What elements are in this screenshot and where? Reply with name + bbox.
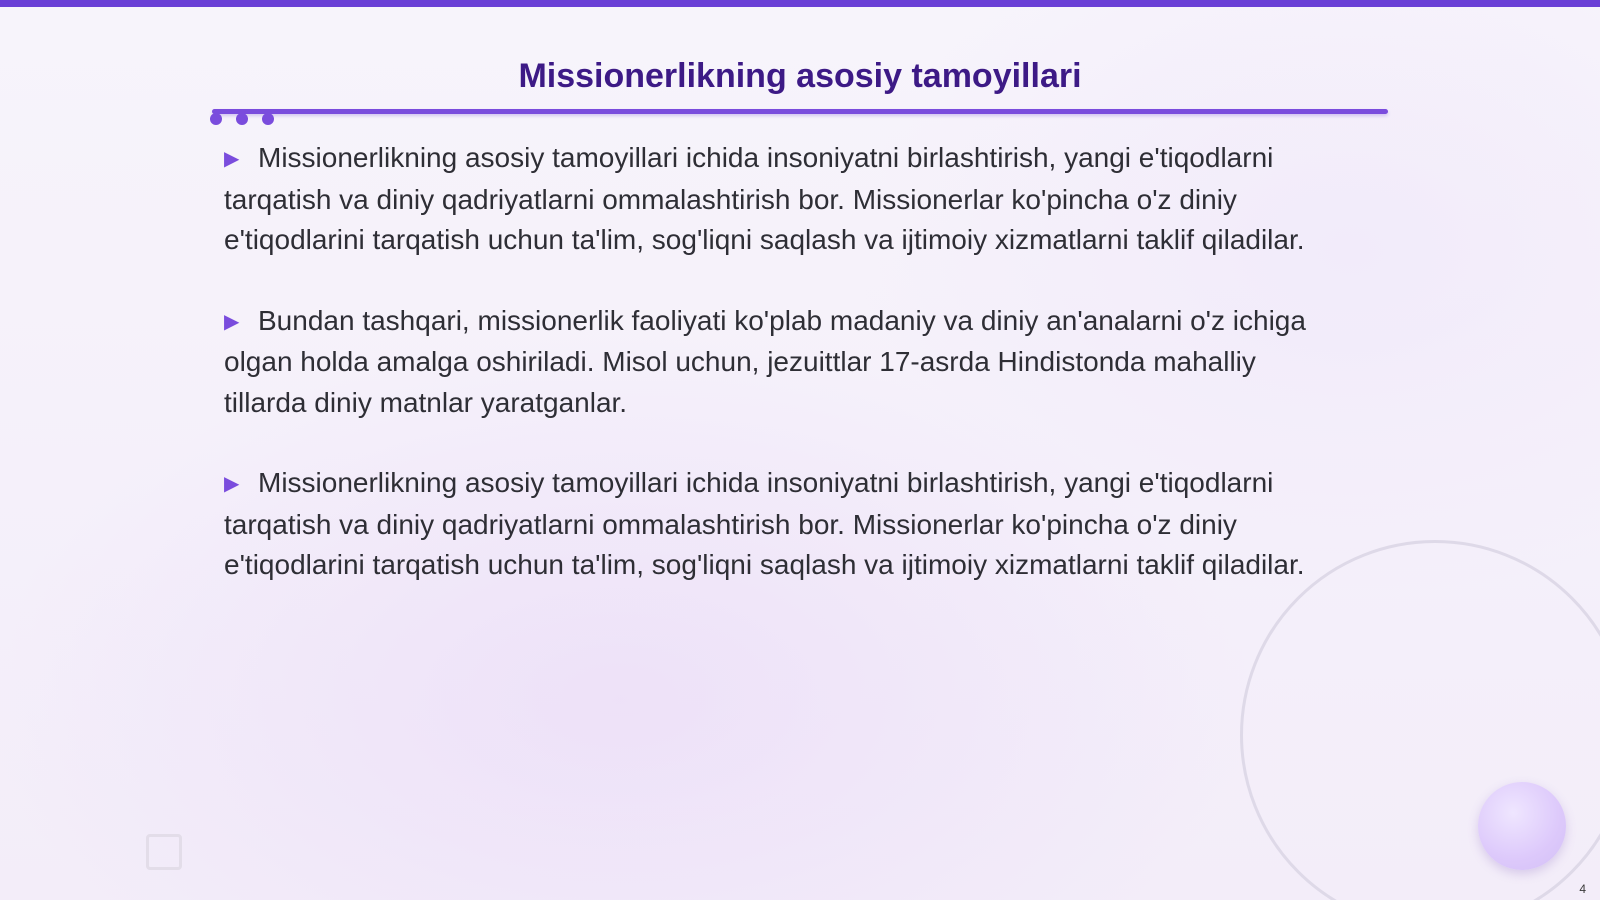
bullet-arrow-icon: ▶ <box>224 473 240 495</box>
underline-dot-2 <box>236 113 248 125</box>
bullet-item <box>224 301 1344 424</box>
bullet-item <box>224 463 1344 586</box>
bullet-text: Bundan tashqari, missionerlik faoliyati ko'plab madaniy va diniy an'analarni o'z ichiga olgan holda amalga oshiriladi. Misol uchun, jezuittlar 17-asrda Hindistonda mahalliy tillarda diniy matnlar yaratganlar. <box>224 304 1306 418</box>
title-underline <box>212 109 1388 114</box>
bullet-arrow-icon: ▶ <box>224 310 240 333</box>
top-accent-bar <box>0 0 1600 7</box>
underline-dot-1 <box>210 113 222 125</box>
bullet-list <box>224 138 1344 626</box>
bullet-text: Missionerlikning asosiy tamoyillari ichida insoniyatni birlashtirish, yangi e'tiqodlarni tarqatish va diniy qadriyatlarni ommalashtirish bor. Missionerlar ko'pincha o'z diniy e'tiqodlarini tarqatish uchun ta'lim, sog'liqni saqlash va ijtimoiy xizmatlarni taklif qiladilar. <box>224 467 1305 580</box>
decorative-bubble <box>1478 782 1566 870</box>
bullet-text: Missionerlikning asosiy tamoyillari ichida insoniyatni birlashtirish, yangi e'tiqodlarni tarqatish va diniy qadriyatlarni ommalashtirish bor. Missionerlar ko'pincha o'z diniy e'tiqodlarini tarqatish uchun ta'lim, sog'liqni saqlash va ijtimoiy xizmatlarni taklif qiladilar. <box>224 142 1305 255</box>
bullet-item <box>224 138 1344 261</box>
bullet-arrow-icon: ▶ <box>224 148 240 170</box>
page-number: 4 <box>1579 882 1586 896</box>
slide-title: Missionerlikning asosiy tamoyillari <box>518 57 1082 95</box>
decorative-square <box>146 834 182 870</box>
underline-dot-3 <box>262 113 274 125</box>
